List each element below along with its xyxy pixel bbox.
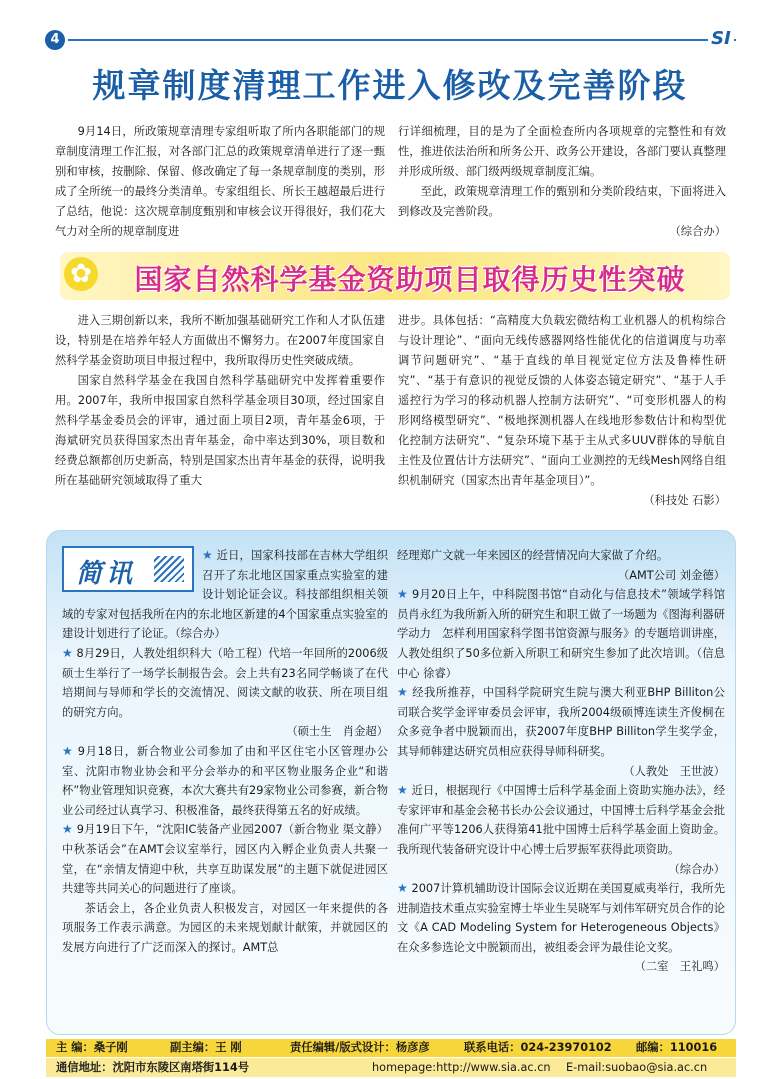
footer-phone: 联系电话：024-23970102: [464, 1041, 612, 1054]
brief-signature: （AMT公司 刘金德）: [617, 568, 725, 582]
brief-signature: （二室 王礼鸣）: [634, 960, 725, 974]
brief-item: ★ 近日，国家科技部在吉林大学组织召开了东北地区国家重点实验室的建设计划论证会议。科技部组织相关领域的专家对包括我所在内的东北地区新建的4个国家重点实验室的建设计划进行了论证。（综合办）: [62, 548, 388, 641]
flower-icon: ✿: [64, 257, 98, 291]
article2-left-column: [55, 311, 385, 491]
footer-editor: 主 编：桑子刚: [56, 1041, 128, 1054]
star-icon: ★: [397, 685, 409, 700]
article2-title: 国家自然科学基金资助项目取得历史性突破: [134, 263, 686, 296]
brief-item: 经理郑广文就一年来园区的经营情况向大家做了介绍。: [397, 549, 669, 562]
article2-right-column: [398, 311, 726, 511]
brief-item: ★ 8月29日，人教处组织科大（哈工程）代培一年回所的2006级硕士生举行了一场学长制报告会。会上共有23名同学畅谈了在代培期间与导师和学长的交流情况、阅读文献的收获、所在项目组的研究方向。: [62, 645, 389, 719]
star-icon: ★: [397, 587, 409, 602]
article2-paragraph: 国家自然科学基金在我国自然科学基础研究中发挥着重要作用。2007年，我所申报国家自然科学基金项目30项，经过国家自然科学基金委员会的评审，通过面上项目2项，青年基金6项，于海斌研究员获得国家杰出青年基金，命中率达到30%，项目数和经费总额都创历史新高，特别是国家杰出青年基金的获得，说明我所在基础研究领域取得了重大: [55, 374, 385, 487]
page-number: 4: [45, 30, 65, 50]
footer-deputy: 副主编：王 刚: [170, 1041, 242, 1054]
brief-signature: （人教处 王世波）: [623, 764, 725, 778]
brief-signature: （新合物业 渠文静）: [282, 823, 388, 837]
star-icon: ★: [62, 743, 74, 758]
brief-logo-text: 简讯: [76, 559, 137, 589]
brief-signature: （硕士生 肖金超）: [286, 725, 388, 739]
footer-email[interactable]: E-mail:suobao@sia.ac.cn: [566, 1061, 708, 1074]
star-icon: ★: [397, 783, 408, 798]
star-icon: ★: [62, 645, 73, 660]
article1-title: 规章制度清理工作进入修改及完善阶段: [92, 66, 688, 105]
article1-right-column: [398, 122, 726, 242]
brief-item: ★ 2007计算机辅助设计国际会议近期在美国夏威夷举行，我所先进制造技术重点实验室博士毕业生吴晓军与刘伟军研究员合作的论文《A CAD Modeling System for Heterogeneous Objects》在众多参选论文中脱颖而出，被组委会评为最佳论文奖。: [397, 881, 725, 954]
article2-paragraph: 进入三期创新以来，我所不断加强基础研究工作和人才队伍建设，特别是在培养年轻人方面做出不懈努力。在2007年度国家自然科学基金资助项目申报过程中，我所取得历史性突破成绩。: [55, 314, 385, 367]
article2-signature: （科技处 石影）: [643, 494, 726, 507]
article2-paragraph: 进步。具体包括：“高精度大负载宏微结构工业机器人的机构综合与设计理论”、“面向无线传感器网络性能优化的信道调度与功率调节问题研究”、“基于直线的单目视觉定位方法及鲁棒性研究”、“基于有意识的视觉反馈的人体姿态镜定研究”、“基于人手遥控行为学习的移动机器人控制方法研究”、“可变形机器人的构形网络模型研究”、“极地探测机器人在线地形参数估计和构型优化控制方法研究”、“复杂环境下基于主从式多UUV群体的导航自主性及位置估计方法研究”、“面向工业测控的无线Mesh网络自组织机制研究（国家杰出青年基金项目）”。: [398, 314, 726, 487]
star-icon: ★: [202, 548, 213, 562]
brief-right-column: [397, 546, 725, 977]
article1-paragraph: 行详细梳理，目的是为了全面检查所内各项规章的完整性和有效性，推进依法治所和所务公开、政务公开建设，各部门要认真整理并形成所级、部门级两级规章制度汇编。: [398, 125, 726, 178]
brief-left-column: [62, 546, 388, 957]
footer-address: 通信地址：沈阳市东陵区南塔街114号: [56, 1061, 250, 1074]
brief-item: ★ 9月19日下午，“沈阳IC装备产业园2007中秋茶话会”在AMT会议室举行，园区内入孵企业负责人共聚一堂，在“亲情友情迎中秋，共享互助谋发展”的主题下就促进园区共建等共同关心的问题进行了座谈。: [62, 822, 388, 896]
article1-signature: （综合办）: [669, 225, 726, 238]
brief-item: ★ 近日，根据现行《中国博士后科学基金面上资助实施办法》，经专家评审和基金会秘书长办公会议通过，中国博士后科学基金会批准何广平等1206人获得第41批中国博士后科学基金面上资助金。我所现代装备研究设计中心博士后罗振军获得此项资助。: [397, 783, 726, 856]
footer-homepage[interactable]: homepage:http://www.sia.ac.cn: [372, 1061, 551, 1074]
article1-paragraph: 至此，政策规章清理工作的甄别和分类阶段结束，下面将进入到修改及完善阶段。: [398, 185, 726, 218]
star-icon: ★: [397, 881, 408, 896]
article1-paragraph: 9月14日，所政策规章清理专家组听取了所内各职能部门的规章制度清理工作汇报，对各部门汇总的政策规章清单进行了逐一甄别和审核，按删除、保留、修改确定了每一条规章制度的类别，形成了全所统一的最终分类清单。专家组组长、所长王越超最后进行了总结，他说：这次规章制度甄别和审核会议开得很好，我们花大气力对全所的规章制度进: [55, 125, 385, 238]
footer-zip: 邮编：110016: [636, 1041, 718, 1054]
brief-item: ★ 9月18日，新合物业公司参加了由和平区住宅小区管理办公室、沈阳市物业协会和平分会举办的和平区物业服务企业“和谐杯”物业管理知识竞赛，本次大赛共有29家物业公司参赛，新合物业公司经过认真学习、积极准备，最终获得第五名的好成绩。 （新合物业 渠文静）: [62, 742, 388, 820]
footer-designer: 责任编辑/版式设计：杨彦彦: [290, 1041, 430, 1054]
article1-left-column: [55, 122, 385, 242]
star-icon: ★: [62, 822, 73, 837]
header-rule: [68, 39, 736, 41]
brief-item: 茶话会上，各企业负责人积极发言，对园区一年来提供的各项服务工作表示满意。为园区的未来规划献计献策，并就园区的发展方向进行了广泛而深入的探讨。AMT总: [62, 901, 388, 954]
brief-signature: （综合办）: [668, 862, 725, 876]
brief-item: ★ 9月20日上午，中科院图书馆“自动化与信息技术”领域学科馆员肖永红为我所新入所的研究生和职工做了一场题为《图海利器研学动力 怎样利用国家科学图书馆资源与服务》的专题培训讲座，人教处组织了50多位新入所职工和研究生参加了此次培训。（信息中心 徐睿）: [397, 587, 725, 680]
institute-logo: SI: [708, 29, 734, 49]
brief-item: ★ 经我所推荐，中国科学院研究生院与澳大利亚BHP Billiton公司联合奖学金评审委员会评审，我所2004级硕博连读生齐俊桐在众多竞争者中脱颖而出，获2007年度BHP Billiton学生奖学金，其导师韩建达研究员相应获得导师科研奖。: [397, 685, 725, 758]
